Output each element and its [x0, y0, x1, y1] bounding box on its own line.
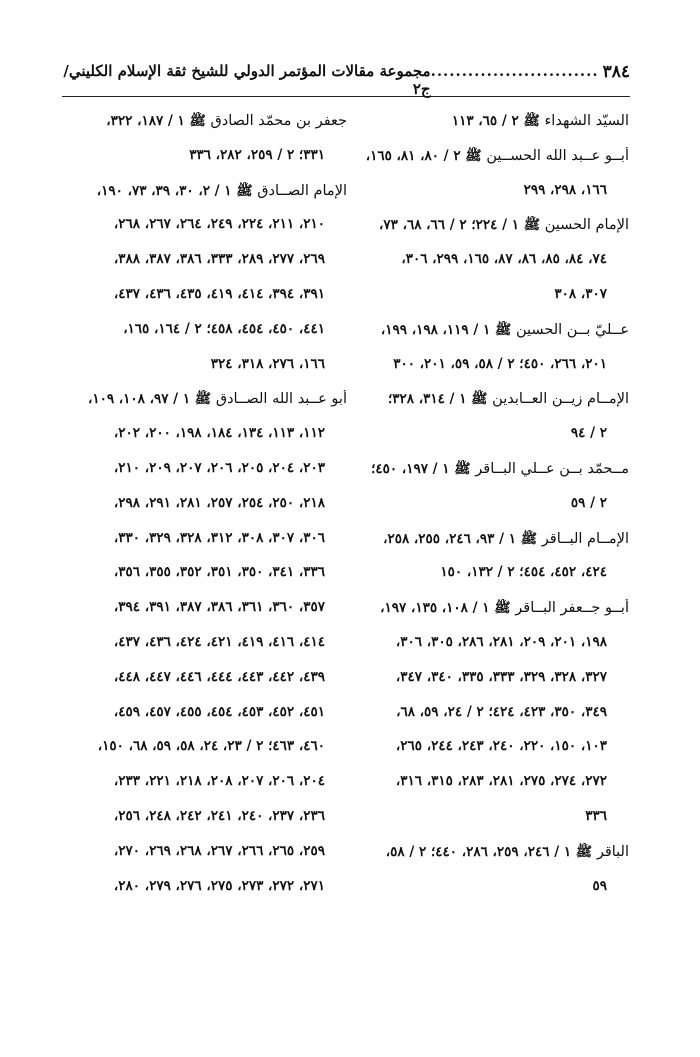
index-page-refs: ٧٤، ٨٤، ٨٥، ٨٦، ٨٧، ١٦٥، ٢٩٩، ٣٠٦، — [401, 251, 607, 268]
index-line — [354, 669, 629, 704]
index-line — [354, 390, 629, 425]
index-line — [72, 182, 347, 217]
index-line — [72, 530, 347, 565]
index-page-refs: ١٩٨، ٢٠١، ٢٠٩، ٢٨١، ٢٨٦، ٣٠٥، ٣٠٦، — [395, 633, 607, 650]
index-page-refs: ٣٥٧، ٣٦٠، ٣٦١، ٣٨٦، ٣٨٧، ٣٩١، ٣٩٤، — [113, 599, 325, 616]
index-page-refs: ٢٠٣، ٢٠٤، ٢٠٥، ٢٠٦، ٢٠٧، ٢٠٩، ٢١٠، — [113, 459, 325, 476]
index-entry-name: السيّد الشهداء — [544, 113, 629, 129]
index-line — [354, 878, 629, 913]
index-line — [72, 669, 347, 704]
page-number: ٣٨٤ — [602, 62, 630, 82]
honorific-symbol: ﷺ — [466, 391, 493, 408]
index-line — [354, 564, 629, 599]
index-line — [354, 634, 629, 669]
index-line — [72, 216, 347, 251]
honorific-symbol: ﷺ — [460, 147, 487, 164]
index-line — [354, 286, 629, 321]
index-line — [354, 773, 629, 808]
header-dots: ........................... — [430, 62, 599, 80]
index-entry-name: أبــو جــعفر البــاقر — [515, 600, 629, 617]
index-entry-name: الإمام الصــادق — [257, 182, 347, 199]
index-page-refs: ٤٣٩، ٤٤٢، ٤٤٣، ٤٤٤، ٤٤٦، ٤٤٧، ٤٤٨، — [113, 668, 325, 685]
index-page-refs: ١٦٦، ٢٩٨، ٢٩٩ — [523, 181, 607, 198]
index-page-refs: ٤٤١، ٤٥٠، ٤٥٤، ٤٥٨؛ ٢ / ١٦٤، ١٦٥، — [123, 320, 325, 337]
index-line — [72, 425, 347, 460]
index-line — [354, 147, 629, 182]
index-line — [72, 390, 347, 425]
index-page-refs: ٤١٤، ٤١٦، ٤١٩، ٤٢١، ٤٢٤، ٤٣٦، ٤٣٧، — [113, 633, 325, 650]
index-line — [72, 251, 347, 286]
index-page-refs: ٣٣٦ — [585, 807, 607, 824]
index-page-refs: ٢ / ٨٠، ٨١، ١٦٥، — [365, 147, 461, 164]
index-column-left — [72, 112, 347, 912]
index-line — [72, 460, 347, 495]
index-entry-name: أبو عــبد الله الصــادق — [215, 391, 347, 408]
index-line — [72, 356, 347, 391]
index-line — [72, 808, 347, 843]
index-page-refs: ٢٧١، ٢٧٢، ٢٧٣، ٢٧٥، ٢٧٦، ٢٧٩، ٢٨٠، — [113, 877, 325, 894]
index-page-refs: ٢٠١، ٢٦٦، ٤٥٠؛ ٢ / ٥٨، ٥٩، ٢٠١، ٣٠٠ — [393, 355, 607, 372]
honorific-symbol: ﷺ — [571, 843, 597, 860]
index-line — [354, 112, 629, 147]
index-line — [72, 321, 347, 356]
index-page-refs: ١٠٣، ١٥٠، ٢٢٠، ٢٤٠، ٢٤٣، ٢٤٤، ٢٦٥، — [395, 738, 607, 755]
honorific-symbol: ﷺ — [449, 460, 476, 477]
index-page-refs: ١٦٦، ٢٧٦، ٣١٨، ٣٢٤ — [210, 355, 325, 372]
index-line — [72, 634, 347, 669]
honorific-symbol: ﷺ — [516, 530, 542, 547]
index-line — [354, 182, 629, 217]
index-line — [72, 773, 347, 808]
index-entry-name: الإمام الحسين — [544, 217, 629, 234]
index-entry-name: عــليّ بــن الحسين — [516, 321, 629, 338]
index-page-refs: ١ / ١٠٨، ١٣٥، ١٩٧، — [380, 600, 490, 617]
index-page-refs: ٣٩١، ٣٩٤، ٤١٤، ٤١٩، ٤٣٥، ٤٣٦، ٤٣٧، — [113, 285, 325, 302]
index-line — [72, 704, 347, 739]
index-page-refs: ١ / ٢، ٣٠، ٣٩، ٧٣، ١٩٠، — [96, 182, 232, 199]
index-page-refs: ٢ / ٩٤ — [570, 425, 607, 442]
index-line — [72, 495, 347, 530]
index-page-refs: ١ / ٩٣، ٢٤٦، ٢٥٥، ٢٥٨، — [383, 530, 517, 547]
index-entry-name: الإمــام البــاقر — [541, 530, 629, 547]
index-entry-name: أبــو عــبد الله الحســين — [486, 147, 629, 164]
index-line — [354, 704, 629, 739]
index-line — [72, 147, 347, 182]
index-page-refs: ١ / ١١٩، ١٩٨، ١٩٩، — [380, 321, 491, 338]
index-page-refs: ٢١٠، ٢١١، ٢٢٤، ٢٤٩، ٢٦٤، ٢٦٧، ٢٦٨، — [113, 216, 325, 233]
index-page-refs: ١ / ١٩٧، ٤٥٠؛ — [371, 460, 450, 477]
index-entry-name: الباقر — [596, 843, 629, 860]
index-line — [354, 321, 629, 356]
index-line — [354, 495, 629, 530]
index-column-right — [354, 112, 629, 912]
index-page-refs: ٤٦٠، ٤٦٣؛ ٢ / ٢٣، ٢٤، ٥٨، ٥٩، ٦٨، ١٥٠، — [97, 738, 325, 755]
index-page-refs: ٣٣١؛ ٢ / ٢٥٩، ٢٨٢، ٣٣٦ — [189, 146, 325, 163]
index-line — [354, 599, 629, 634]
index-entry-name: الإمــام زيــن العــابدين — [492, 391, 629, 408]
index-line — [72, 564, 347, 599]
index-page-refs: ١ / ٣١٤، ٣٢٨؛ — [387, 391, 467, 408]
index-entry-name: مــحمّد بــن عــلي البــاقر — [475, 460, 629, 477]
index-line — [72, 843, 347, 878]
honorific-symbol: ﷺ — [518, 113, 545, 129]
index-page-refs: ٢١٨، ٢٥٠، ٢٥٤، ٢٥٧، ٢٨١، ٢٩١، ٢٩٨، — [113, 494, 325, 511]
index-page-refs: ٤٢٤، ٤٥٢، ٤٥٤؛ ٢ / ١٣٢، ١٥٠ — [440, 564, 607, 581]
index-line — [354, 460, 629, 495]
index-page-refs: ٣٤٩، ٣٥٠، ٤٢٣، ٤٢٤؛ ٢ / ٢٤، ٥٩، ٦٨، — [396, 703, 607, 720]
index-page-refs: ٢ / ٥٩ — [570, 494, 607, 511]
honorific-symbol: ﷺ — [184, 113, 211, 129]
index-page-refs: ١ / ١٨٧، ٣٢٢، — [106, 113, 185, 129]
index-page-refs: ٢ / ٦٥، ١١٣ — [451, 113, 519, 129]
index-line — [354, 843, 629, 878]
page-header — [62, 62, 630, 97]
index-line — [354, 216, 629, 251]
honorific-symbol: ﷺ — [519, 217, 545, 234]
index-line — [354, 738, 629, 773]
index-page-refs: ٤٥١، ٤٥٢، ٤٥٣، ٤٥٤، ٤٥٥، ٤٥٧، ٤٥٩، — [113, 703, 325, 720]
index-line — [72, 599, 347, 634]
index-page-refs: ١ / ٢٢٤؛ ٢ / ٦٦، ٦٨، ٧٣، — [379, 217, 520, 234]
index-line — [354, 251, 629, 286]
index-page-refs: ١١٢، ١١٣، ١٣٤، ١٨٤، ١٩٨، ٢٠٠، ٢٠٢، — [113, 425, 325, 442]
honorific-symbol: ﷺ — [190, 391, 216, 408]
index-line — [72, 878, 347, 913]
index-page-refs: ٣٣٦، ٣٤١، ٣٥٠، ٣٥١، ٣٥٢، ٣٥٥، ٣٥٦، — [113, 564, 325, 581]
index-page-refs: ٥٩ — [592, 877, 607, 894]
honorific-symbol: ﷺ — [231, 182, 258, 199]
running-title: مجموعة مقالات المؤتمر الدولي للشيخ ثقة الإسلام الكليني/ج٢ — [63, 62, 431, 98]
index-line — [354, 808, 629, 843]
index-line — [354, 356, 629, 391]
index-page-refs: ٢٧٢، ٢٧٤، ٢٧٥، ٢٨١، ٢٨٣، ٣١٥، ٣١٦، — [395, 773, 607, 790]
index-page-refs: ٣٠٦، ٣٠٧، ٣٠٨، ٣١٢، ٣٢٨، ٣٢٩، ٣٣٠، — [113, 529, 325, 546]
index-page-refs: ٣٠٧، ٣٠٨ — [554, 285, 607, 302]
index-page-refs: ٢٠٤، ٢٠٦، ٢٠٧، ٢٠٨، ٢١٨، ٢٢١، ٢٣٣، — [113, 773, 325, 790]
index-page-refs: ٢٦٩، ٢٧٧، ٢٨٩، ٣٣٣، ٣٨٦، ٣٨٧، ٣٨٨، — [113, 251, 325, 268]
index-entry-name: جعفر بن محمّد الصادق — [210, 113, 347, 129]
index-page-refs: ١ / ٩٧، ١٠٨، ١٠٩، — [87, 391, 191, 408]
index-line — [354, 425, 629, 460]
index-line — [72, 738, 347, 773]
index-line — [354, 530, 629, 565]
index-line — [72, 112, 347, 147]
honorific-symbol: ﷺ — [489, 600, 516, 617]
index-page-refs: ٣٢٧، ٣٢٨، ٣٢٩، ٣٣٣، ٣٣٥، ٣٤٠، ٣٤٧، — [395, 668, 607, 685]
index-page-refs: ١ / ٢٤٦، ٢٥٩، ٢٨٦، ٤٤٠؛ ٢ / ٥٨، — [385, 843, 572, 860]
index-page-refs: ٢٥٩، ٢٦٥، ٢٦٦، ٢٦٧، ٢٦٨، ٢٦٩، ٢٧٠، — [113, 842, 325, 859]
honorific-symbol: ﷺ — [490, 321, 517, 338]
index-line — [72, 286, 347, 321]
index-page-refs: ٢٣٦، ٢٣٧، ٢٤٠، ٢٤١، ٢٤٢، ٢٤٨، ٢٥٦، — [113, 807, 325, 824]
